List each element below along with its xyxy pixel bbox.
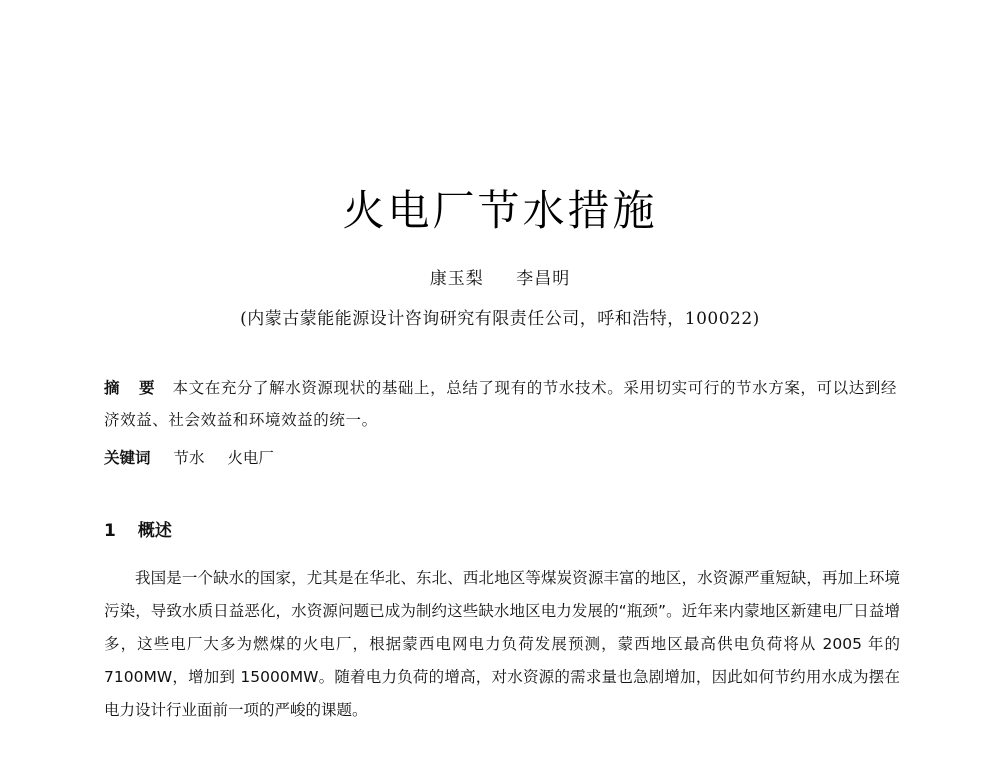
keyword: 火电厂 (227, 449, 274, 467)
keywords-label: 关键词 (104, 449, 151, 467)
paper-title: 火电厂节水措施 (342, 186, 658, 235)
keywords (104, 444, 900, 472)
section-title: 概述 (137, 521, 172, 541)
author-name: 康玉梨 (429, 269, 484, 289)
section-number: 1 (104, 521, 116, 541)
section-heading (104, 516, 172, 541)
author-name: 李昌明 (516, 269, 571, 289)
author-list (0, 264, 1000, 289)
abstract-text: 本文在充分了解水资源现状的基础上，总结了现有的节水技术。采用切实可行的节水方案，可以达到经济效益、社会效益和环境效益的统一。 (104, 379, 898, 429)
abstract (104, 372, 900, 436)
keyword: 节水 (173, 449, 205, 467)
affiliation: (内蒙古蒙能能源设计咨询研究有限责任公司，呼和浩特，100022) (240, 309, 760, 329)
abstract-label: 摘 要 (104, 379, 157, 397)
body-paragraph: 我国是一个缺水的国家，尤其是在华北、东北、西北地区等煤炭资源丰富的地区，水资源严重短缺，再加上环境污染，导致水质日益恶化，水资源问题已成为制约这些缺水地区电力发展的“瓶颈”。近年来内蒙地区新建电厂日益增多，这些电厂大多为燃煤的火电厂，根据蒙西电网电力负荷发展预测，蒙西地区最高供电负荷将从 2005 年的 7100MW，增加到 15000MW。随着电力负荷的增高，对水资源的需求量也急剧增加，因此如何节约用水成为摆在电力设计行业面前一项的严峻的课题。 (104, 569, 900, 719)
